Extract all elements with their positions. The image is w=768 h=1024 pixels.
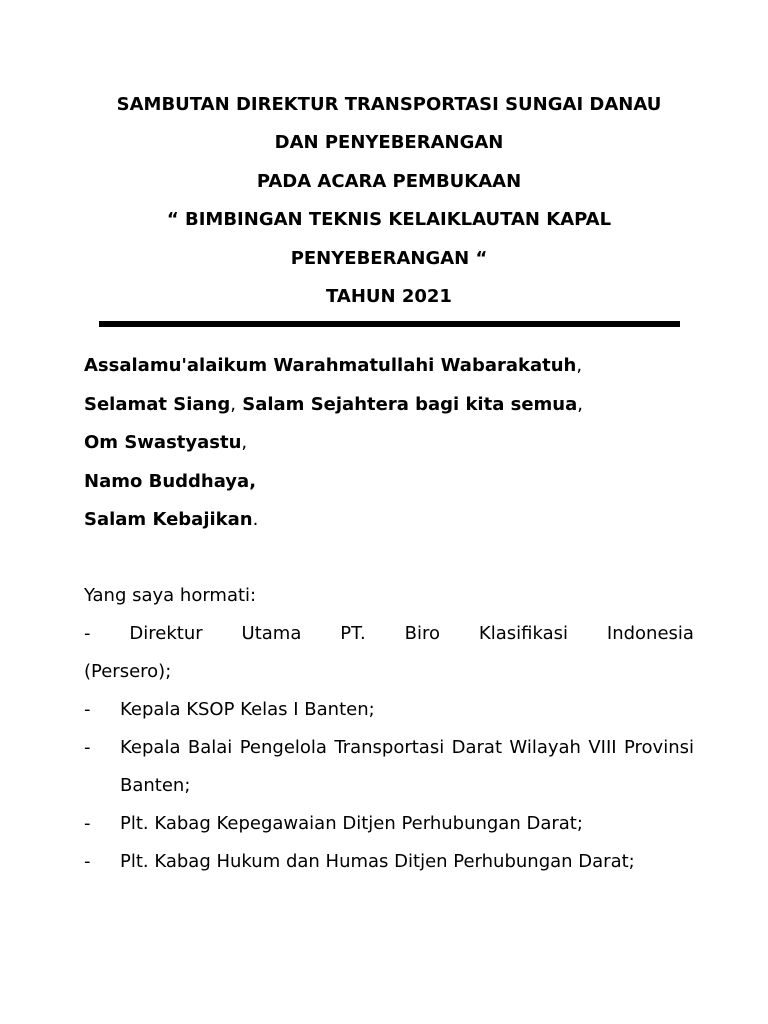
title-line: SAMBUTAN DIREKTUR TRANSPORTASI SUNGAI DANAU xyxy=(116,94,662,115)
greeting-line xyxy=(84,347,694,386)
list-dash: - xyxy=(84,737,91,758)
greeting-text: Om Swastyastu xyxy=(84,432,242,454)
list-item xyxy=(84,691,694,729)
list-dash: - xyxy=(84,699,91,720)
title-divider xyxy=(99,321,680,327)
list-item-text: Plt. Kabag Hukum dan Humas Ditjen Perhubungan Darat; xyxy=(120,851,635,872)
list-dash: - xyxy=(84,851,91,872)
list-item xyxy=(84,843,694,881)
greeting-text: Salam Kebajikan xyxy=(84,509,253,531)
greeting-line xyxy=(84,424,694,463)
list-word: Direktur xyxy=(129,623,203,644)
greeting-punct: . xyxy=(252,509,259,531)
greeting-punct: , xyxy=(576,355,583,376)
greeting-text: Selamat Siang xyxy=(84,393,231,415)
list-item-first-line xyxy=(84,615,694,653)
greeting-punct: , xyxy=(241,432,248,454)
title-line: “ BIMBINGAN TEKNIS KELAIKLAUTAN KAPAL xyxy=(166,209,612,231)
title-line: TAHUN 2021 xyxy=(326,286,452,308)
greeting-text: Namo Buddhaya, xyxy=(84,470,257,492)
greeting-line xyxy=(84,501,694,540)
honor-intro: Yang saya hormati: xyxy=(84,585,257,606)
list-item xyxy=(84,729,694,805)
greeting-punct: , xyxy=(230,393,236,415)
list-word: Indonesia xyxy=(606,623,694,644)
list-word: Klasifikasi xyxy=(478,623,568,644)
title-line: PADA ACARA PEMBUKAAN xyxy=(256,170,522,192)
title-line: PENYEBERANGAN “ xyxy=(290,247,488,269)
title-line: DAN PENYEBERANGAN xyxy=(274,132,504,154)
list-item-text: Plt. Kabag Kepegawaian Ditjen Perhubungan Darat; xyxy=(120,813,583,834)
list-word: Biro xyxy=(404,623,440,644)
list-word: Utama xyxy=(241,623,302,644)
list-dash: - xyxy=(84,813,91,834)
greeting-line xyxy=(84,386,694,425)
list-word: PT. xyxy=(340,623,366,644)
list-item xyxy=(84,615,694,691)
greeting-text: Assalamu'alaikum Warahmatullahi Wabarakatuh xyxy=(84,355,577,376)
list-item-text: Kepala KSOP Kelas I Banten; xyxy=(120,699,375,720)
list-item-continuation: (Persero); xyxy=(84,661,172,682)
greetings xyxy=(84,347,694,540)
list-dash: - xyxy=(84,623,91,644)
list-item xyxy=(84,805,694,843)
speech-title xyxy=(84,86,694,316)
greeting-text: Salam Sejahtera bagi kita semua xyxy=(235,393,578,415)
greeting-line xyxy=(84,463,694,502)
greeting-punct: , xyxy=(577,393,583,415)
list-item-text: Kepala Balai Pengelola Transportasi Darat Wilayah VIII Provinsi Banten; xyxy=(120,737,694,796)
honored-guests-list xyxy=(84,615,694,881)
